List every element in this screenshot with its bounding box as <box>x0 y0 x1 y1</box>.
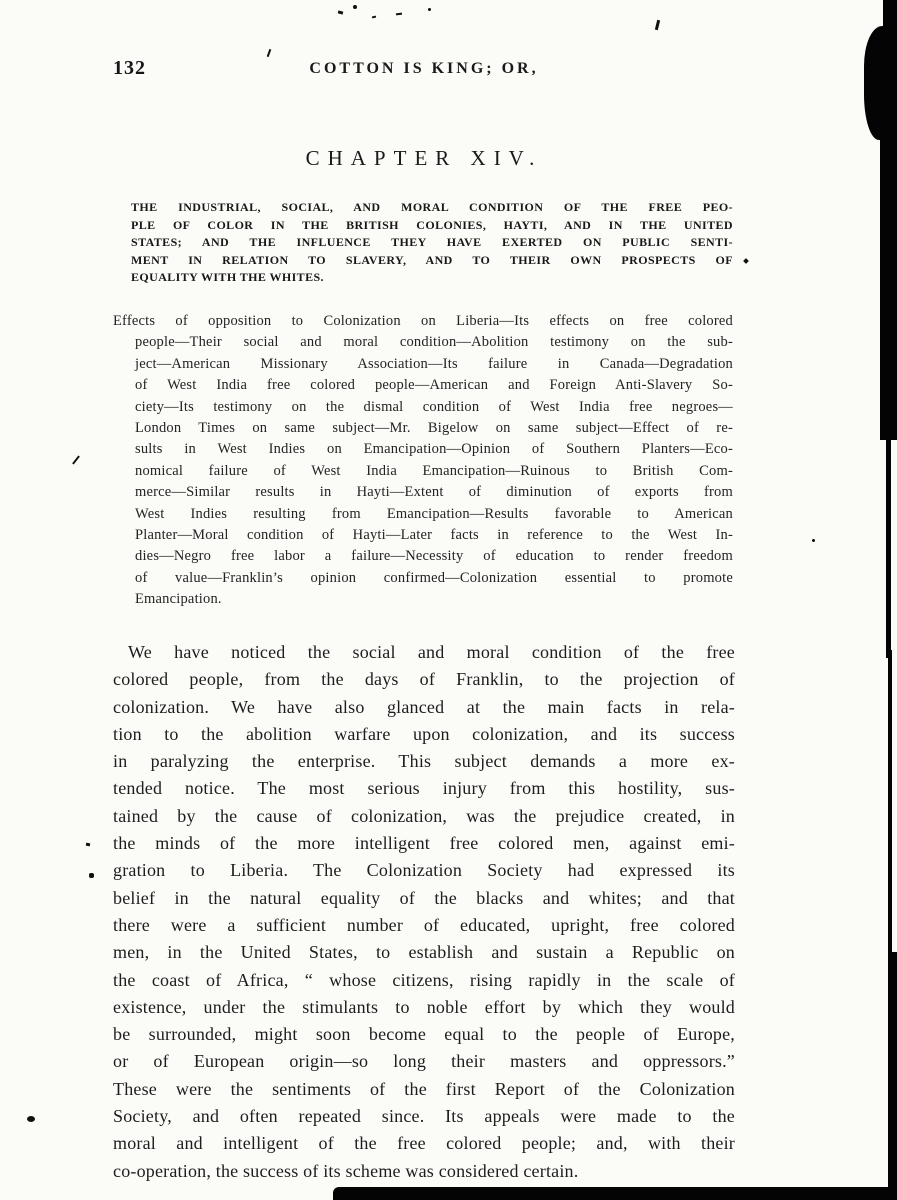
text-line: THE INDUSTRIAL, SOCIAL, AND MORAL CONDITION OF THE FREE PEO- <box>131 200 733 214</box>
text-line: Society, and often repeated since. Its appeals were made to the <box>113 1106 735 1127</box>
text-line: existence, under the stimulants to noble effort by which they would <box>113 996 735 1017</box>
text-line: colored people, from the days of Franklin, to the projection of <box>113 669 735 690</box>
ink-speck <box>353 5 357 9</box>
scan-edge-artifact <box>886 438 891 658</box>
text-line: or of European origin—so long their masters and oppressors.” <box>113 1051 735 1072</box>
ink-speck <box>86 843 90 847</box>
text-line: the coast of Africa, “ whose citizens, rising rapidly in the scale of <box>113 969 735 990</box>
text-line: be surrounded, might soon become equal to the people of Europe, <box>113 1024 735 1045</box>
text-line: PLE OF COLOR IN THE BRITISH COLONIES, HAYTI, AND IN THE UNITED <box>131 217 733 232</box>
text-line: men, in the United States, to establish and sustain a Republic on <box>113 942 735 963</box>
ink-speck <box>428 8 431 11</box>
ink-speck <box>267 49 272 57</box>
text-line: tended notice. The most serious injury from this hostility, sus- <box>113 778 735 799</box>
text-line: in paralyzing the enterprise. This subject demands a more ex- <box>113 751 735 772</box>
text-line: West Indies resulting from Emancipation—Results favorable to American <box>135 505 733 522</box>
text-line: merce—Similar results in Hayti—Extent of diminution of exports from <box>135 484 733 501</box>
text-line: Planter—Moral condition of Hayti—Later facts in reference to the West In- <box>135 527 733 544</box>
chapter-summary <box>131 199 733 287</box>
ink-speck <box>655 20 660 30</box>
text-line: co-operation, the success of its scheme was considered certain. <box>113 1160 579 1181</box>
text-line: sults in West Indies on Emancipation—Opinion of Southern Planters—Eco- <box>135 441 733 458</box>
page-number: 132 <box>113 57 146 79</box>
ink-speck <box>89 873 94 878</box>
ink-speck <box>372 16 376 19</box>
ink-speck <box>396 13 402 16</box>
text-line: nomical failure of West India Emancipation—Ruinous to British Com- <box>135 462 733 479</box>
scan-edge-artifact <box>333 1187 897 1200</box>
text-line: dies—Negro free labor a failure—Necessity of education to render freedom <box>135 548 733 565</box>
chapter-synopsis <box>113 311 733 611</box>
text-line: These were the sentiments of the first Report of the Colonization <box>113 1078 735 1099</box>
scan-edge-artifact <box>888 650 892 960</box>
text-line: belief in the natural equality of the blacks and whites; and that <box>113 887 735 908</box>
text-line: ject—American Missionary Association—Its failure in Canada—Degradation <box>135 355 733 372</box>
ink-speck <box>72 455 80 464</box>
text-line: London Times on same subject—Mr. Bigelow on same subject—Effect of re- <box>135 420 733 437</box>
chapter-heading: CHAPTER XIV. <box>305 146 543 170</box>
scan-edge-artifact <box>880 128 897 440</box>
text-line: tion to the abolition warfare upon colonization, and its success <box>113 723 735 744</box>
body-paragraph <box>113 639 735 1185</box>
ink-speck <box>27 1116 35 1122</box>
text-line: ciety—Its testimony on the dismal condition of West India free negroes— <box>135 398 733 415</box>
ink-speck <box>338 10 344 14</box>
text-line: the minds of the more intelligent free colored men, against emi- <box>113 833 735 854</box>
scan-edge-artifact <box>864 26 897 140</box>
ink-speck <box>743 258 749 264</box>
text-line: Emancipation. <box>135 591 222 608</box>
text-line: tained by the cause of colonization, was the prejudice created, in <box>113 805 735 826</box>
running-header: COTTON IS KING; OR, <box>309 60 539 77</box>
text-line: moral and intelligent of the free colored people; and, with their <box>113 1133 735 1154</box>
text-line: of West India free colored people—American and Foreign Anti-Slavery So- <box>135 377 733 394</box>
text-line: MENT IN RELATION TO SLAVERY, AND TO THEIR OWN PROSPECTS OF <box>131 252 733 267</box>
text-line: STATES; AND THE INFLUENCE THEY HAVE EXERTED ON PUBLIC SENTI- <box>131 235 733 250</box>
text-line: colonization. We have also glanced at the main facts in rela- <box>113 696 735 717</box>
ink-speck <box>812 539 815 542</box>
page-header <box>113 57 735 85</box>
text-line: EQUALITY WITH THE WHITES. <box>131 270 324 285</box>
text-line: gration to Liberia. The Colonization Society had expressed its <box>113 860 735 881</box>
text-line: there were a sufficient number of educated, upright, free colored <box>113 914 735 935</box>
scan-edge-artifact <box>888 952 897 1200</box>
text-line: of value—Franklin’s opinion confirmed—Colonization essential to promote <box>135 569 733 586</box>
text-line: people—Their social and moral condition—Abolition testimony on the sub- <box>135 334 733 351</box>
text-line: Effects of opposition to Colonization on Liberia—Its effects on free colored <box>113 313 733 329</box>
text-line: We have noticed the social and moral condition of the free <box>128 642 735 662</box>
